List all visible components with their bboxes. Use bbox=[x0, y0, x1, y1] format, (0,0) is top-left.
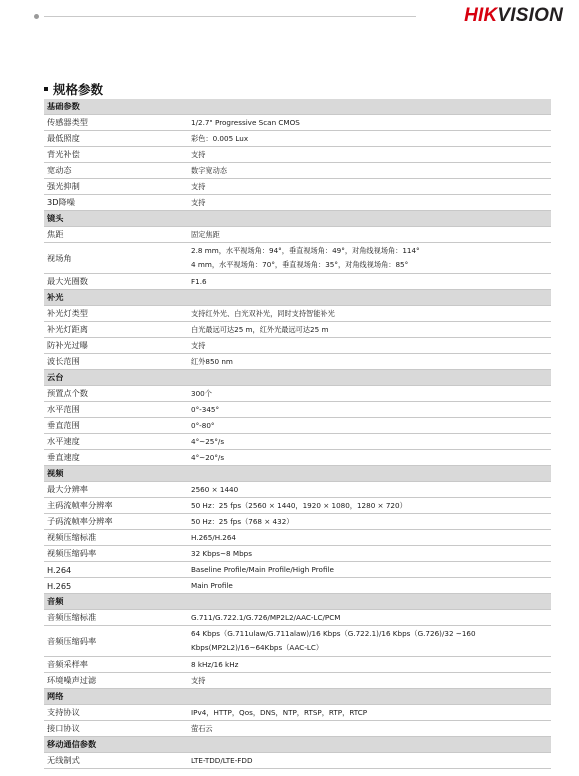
row-label: 音频压缩标准 bbox=[47, 612, 97, 622]
row-value bbox=[189, 338, 551, 353]
header-rule bbox=[44, 16, 416, 17]
table-row bbox=[44, 306, 551, 322]
value-line: 固定焦距 bbox=[191, 229, 220, 239]
table-row bbox=[44, 354, 551, 370]
row-value bbox=[189, 753, 551, 768]
value-line: H.265/H.264 bbox=[191, 532, 236, 542]
brand-suffix: VISION bbox=[497, 5, 563, 26]
spec-table bbox=[44, 99, 551, 769]
row-label: 视频压缩标准 bbox=[47, 532, 97, 542]
row-value bbox=[189, 243, 551, 273]
row-value bbox=[189, 274, 551, 289]
value-line: Main Profile bbox=[191, 580, 233, 590]
row-value bbox=[189, 163, 551, 178]
row-value bbox=[189, 482, 551, 497]
row-label: 音频压缩码率 bbox=[47, 635, 97, 646]
row-label: 最大光圈数 bbox=[47, 276, 88, 286]
row-value bbox=[189, 354, 551, 369]
value-line: 50 Hz：25 fps（2560 × 1440，1920 × 1080，1280 × 720） bbox=[191, 500, 407, 510]
group-header: 补光 bbox=[44, 290, 551, 306]
value-line: 4 mm，水平视场角：70°，垂直视场角：35°，对角线视场角：85° bbox=[191, 260, 409, 269]
value-line: 支持 bbox=[191, 340, 206, 350]
row-label: 最大分辨率 bbox=[47, 484, 88, 494]
row-label: 垂直速度 bbox=[47, 452, 80, 462]
table-row bbox=[44, 450, 551, 466]
row-label: 背光补偿 bbox=[47, 149, 80, 159]
table-row bbox=[44, 626, 551, 657]
table-row bbox=[44, 578, 551, 594]
row-label: 水平范围 bbox=[47, 404, 80, 414]
row-label: 主码流帧率分辨率 bbox=[47, 500, 113, 510]
row-value bbox=[189, 498, 551, 513]
row-value bbox=[189, 386, 551, 401]
row-value bbox=[189, 115, 551, 130]
row-label: 3D降噪 bbox=[47, 197, 75, 207]
row-value bbox=[189, 530, 551, 545]
row-label: 视场角 bbox=[47, 252, 72, 263]
value-line: 数字宽动态 bbox=[191, 165, 227, 175]
row-label: 视频压缩码率 bbox=[47, 548, 97, 558]
section-title-text: 规格参数 bbox=[53, 82, 104, 97]
value-line: Baseline Profile/Main Profile/High Profile bbox=[191, 564, 334, 574]
row-label: 强光抑制 bbox=[47, 181, 80, 191]
value-line: 支持红外光、白光双补光，同时支持智能补光 bbox=[191, 308, 335, 318]
table-row bbox=[44, 562, 551, 578]
row-label: 传感器类型 bbox=[47, 117, 88, 127]
row-label: 水平速度 bbox=[47, 436, 80, 446]
value-line: 0°-80° bbox=[191, 420, 215, 430]
group-header: 网络 bbox=[44, 689, 551, 705]
table-row bbox=[44, 243, 551, 274]
table-row bbox=[44, 434, 551, 450]
page-header bbox=[0, 0, 579, 40]
row-value bbox=[189, 546, 551, 561]
table-row bbox=[44, 418, 551, 434]
row-value bbox=[189, 402, 551, 417]
row-value bbox=[189, 578, 551, 593]
value-line: 1/2.7" Progressive Scan CMOS bbox=[191, 117, 300, 127]
value-line: 0°-345° bbox=[191, 404, 220, 414]
table-row bbox=[44, 546, 551, 562]
row-label: 补光灯类型 bbox=[47, 308, 88, 318]
table-row bbox=[44, 131, 551, 147]
row-value bbox=[189, 306, 551, 321]
value-line: 红外850 nm bbox=[191, 356, 233, 366]
row-value bbox=[189, 450, 551, 465]
row-value bbox=[189, 418, 551, 433]
row-label: 无线制式 bbox=[47, 755, 80, 765]
table-row bbox=[44, 338, 551, 354]
table-row bbox=[44, 498, 551, 514]
value-line: 支持 bbox=[191, 197, 206, 207]
group-header: 音频 bbox=[44, 594, 551, 610]
value-line: 2560 × 1440 bbox=[191, 484, 239, 494]
value-line: G.711/G.722.1/G.726/MP2L2/AAC-LC/PCM bbox=[191, 612, 341, 622]
value-line: 萤石云 bbox=[191, 723, 213, 733]
group-header: 基础参数 bbox=[44, 99, 551, 115]
table-row bbox=[44, 657, 551, 673]
value-line: 支持 bbox=[191, 675, 206, 685]
value-line: IPv4，HTTP，Qos，DNS，NTP，RTSP，RTP，RTCP bbox=[191, 707, 368, 717]
row-value bbox=[189, 322, 551, 337]
value-line: F1.6 bbox=[191, 276, 207, 286]
table-row bbox=[44, 115, 551, 131]
table-row bbox=[44, 514, 551, 530]
value-line: 支持 bbox=[191, 149, 206, 159]
value-line: 白光最远可达25 m，红外光最远可达25 m bbox=[191, 324, 329, 334]
table-row bbox=[44, 721, 551, 737]
row-value bbox=[189, 179, 551, 194]
table-row bbox=[44, 147, 551, 163]
row-value bbox=[189, 195, 551, 210]
row-value bbox=[189, 227, 551, 242]
row-label: H.264 bbox=[47, 564, 72, 575]
value-line: 8 kHz/16 kHz bbox=[191, 659, 239, 669]
row-value bbox=[189, 514, 551, 529]
row-value bbox=[189, 673, 551, 688]
value-line: 2.8 mm，水平视场角：94°，垂直视场角：49°，对角线视场角：114° bbox=[191, 246, 420, 255]
value-line: 50 Hz：25 fps（768 × 432） bbox=[191, 516, 294, 526]
row-label: 预置点个数 bbox=[47, 388, 88, 398]
row-label: 宽动态 bbox=[47, 165, 72, 175]
row-label: 焦距 bbox=[47, 229, 64, 239]
row-value bbox=[189, 721, 551, 736]
table-row bbox=[44, 673, 551, 689]
brand-prefix: HIK bbox=[464, 5, 498, 26]
group-header: 视频 bbox=[44, 466, 551, 482]
value-line: 300个 bbox=[191, 388, 212, 398]
table-row bbox=[44, 705, 551, 721]
table-row bbox=[44, 753, 551, 769]
table-row bbox=[44, 386, 551, 402]
value-line: Kbps(MP2L2)/16~64Kbps（AAC-LC） bbox=[191, 643, 324, 652]
group-header: 镜头 bbox=[44, 211, 551, 227]
row-label: 音频采样率 bbox=[47, 659, 88, 669]
row-label: 波长范围 bbox=[47, 356, 80, 366]
brand-logo bbox=[464, 5, 563, 27]
row-label: 环境噪声过滤 bbox=[47, 675, 97, 685]
row-value bbox=[189, 131, 551, 146]
section-title bbox=[44, 80, 103, 98]
row-label: 防补光过曝 bbox=[47, 340, 88, 350]
table-row bbox=[44, 482, 551, 498]
table-row bbox=[44, 402, 551, 418]
table-row bbox=[44, 163, 551, 179]
value-line: 64 Kbps（G.711ulaw/G.711alaw)/16 Kbps（G.722.1)/16 Kbps（G.726)/32 ~160 bbox=[191, 629, 476, 638]
value-line: 4°~25°/s bbox=[191, 436, 225, 446]
row-value bbox=[189, 610, 551, 625]
table-row bbox=[44, 530, 551, 546]
table-row bbox=[44, 227, 551, 243]
row-value bbox=[189, 147, 551, 162]
group-header: 移动通信参数 bbox=[44, 737, 551, 753]
value-line: 彩色：0.005 Lux bbox=[191, 133, 249, 143]
row-label: 最低照度 bbox=[47, 133, 80, 143]
value-line: 32 Kbps~8 Mbps bbox=[191, 548, 252, 558]
row-value bbox=[189, 626, 551, 656]
row-label: 支持协议 bbox=[47, 707, 80, 717]
row-label: 垂直范围 bbox=[47, 420, 80, 430]
group-header: 云台 bbox=[44, 370, 551, 386]
table-row bbox=[44, 179, 551, 195]
value-line: 支持 bbox=[191, 181, 206, 191]
value-line: LTE-TDD/LTE-FDD bbox=[191, 755, 253, 765]
table-row bbox=[44, 322, 551, 338]
bullet-icon bbox=[44, 87, 48, 91]
table-row bbox=[44, 274, 551, 290]
row-value bbox=[189, 434, 551, 449]
row-label: 接口协议 bbox=[47, 723, 80, 733]
header-dot bbox=[34, 14, 39, 19]
value-line: 4°~20°/s bbox=[191, 452, 225, 462]
row-value bbox=[189, 562, 551, 577]
row-label: H.265 bbox=[47, 580, 72, 591]
row-label: 补光灯距离 bbox=[47, 324, 88, 334]
table-row bbox=[44, 195, 551, 211]
row-label: 子码流帧率分辨率 bbox=[47, 516, 113, 526]
row-value bbox=[189, 657, 551, 672]
table-row bbox=[44, 610, 551, 626]
row-value bbox=[189, 705, 551, 720]
